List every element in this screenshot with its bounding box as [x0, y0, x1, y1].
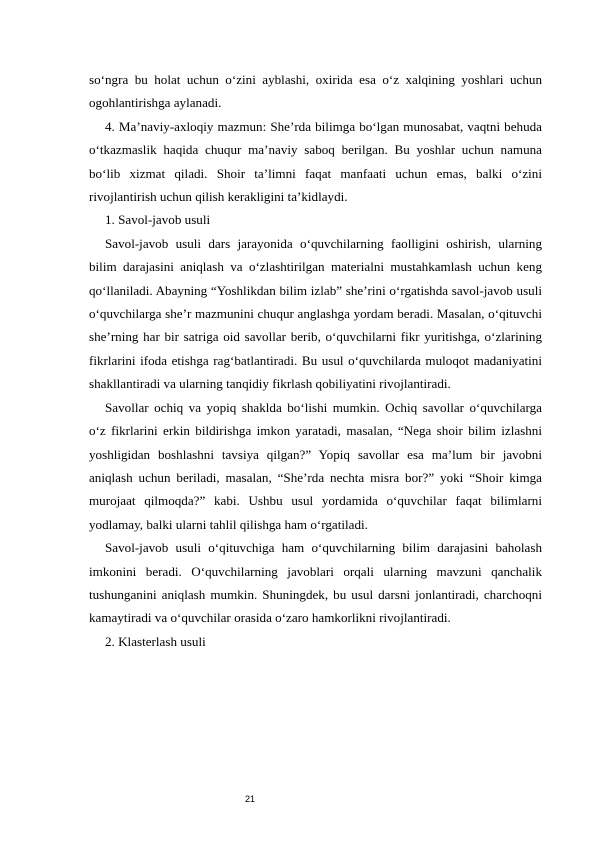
- paragraph-qa-method: Savol-javob usuli dars jarayonida o‘quvchilarning faolligini oshirish, ularning bilim darajasini aniqlash va o‘zlashtirilgan materialni mustahkamlash uchun keng qo‘llaniladi. Abayning “Yoshlikdan bilim izlab” she’rini o‘rgatishda savol-javob usuli o‘quvchilarga she’r mazmunini chuqur anglashga yordam beradi. Masalan, o‘qituvchi she’rning har bir satriga oid savollar berib, o‘quvchilarni fikr yuritishga, o‘zlarining fikrlarini ifoda etishga rag‘batlantiradi. Bu usul o‘quvchilarda muloqot madaniyatini shakllantiradi va ularning tanqidiy fikrlash qobiliyatini rivojlantiradi.: [89, 235, 542, 392]
- paragraph-moral-content: 4. Ma’naviy-axloqiy mazmun: She’rda bilimga bo‘lgan munosabat, vaqtni behuda o‘tkazmaslik haqida chuqur ma’naviy saboq berilgan. Bu yoshlar uchun namuna bo‘lib xizmat qiladi. Shoir ta’limni faqat manfaati uchun emas, balki o‘zini rivojlantirish uchun qilish kerakligini ta’kidlaydi.: [89, 118, 542, 205]
- paragraph-question-types: Savollar ochiq va yopiq shaklda bo‘lishi mumkin. Ochiq savollar o‘quvchilarga o‘z fikrlarini erkin bildirishga imkon yaratadi, masalan, “Nega shoir bilim izlashni yoshligidan boshlashni tavsiya qilgan?” Yopiq savollar esa ma’lum bir javobni aniqlash uchun beriladi, masalan, “She’rda nechta misra bor?” yoki “Shoir kimga murojaat qilmoqda?” kabi. Ushbu usul yordamida o‘quvchilar faqat bilimlarni yodlamay, balki ularni tahlil qilishga ham o‘rgatiladi.: [89, 399, 542, 532]
- page-number: 21: [244, 794, 255, 804]
- paragraph-continuation: so‘ngra bu holat uchun o‘zini ayblashi, oxirida esa o‘z xalqining yoshlari uchun ogohlantirishga aylanadi.: [89, 72, 542, 111]
- page-body: [89, 68, 542, 653]
- section-heading-clustering-method: 2. Klasterlash usuli: [105, 633, 206, 649]
- section-heading-qa-method: 1. Savol-javob usuli: [105, 212, 211, 228]
- paragraph-qa-assessment: Savol-javob usuli o‘qituvchiga ham o‘quvchilarning bilim darajasini baholash imkonini beradi. O‘quvchilarning javoblari orqali ularning mavzuni qanchalik tushunganini aniqlash mumkin. Shuningdek, bu usul darsni jonlantiradi, charchoqni kamaytiradi va o‘quvchilar orasida o‘zaro hamkorlikni rivojlantiradi.: [89, 540, 542, 626]
